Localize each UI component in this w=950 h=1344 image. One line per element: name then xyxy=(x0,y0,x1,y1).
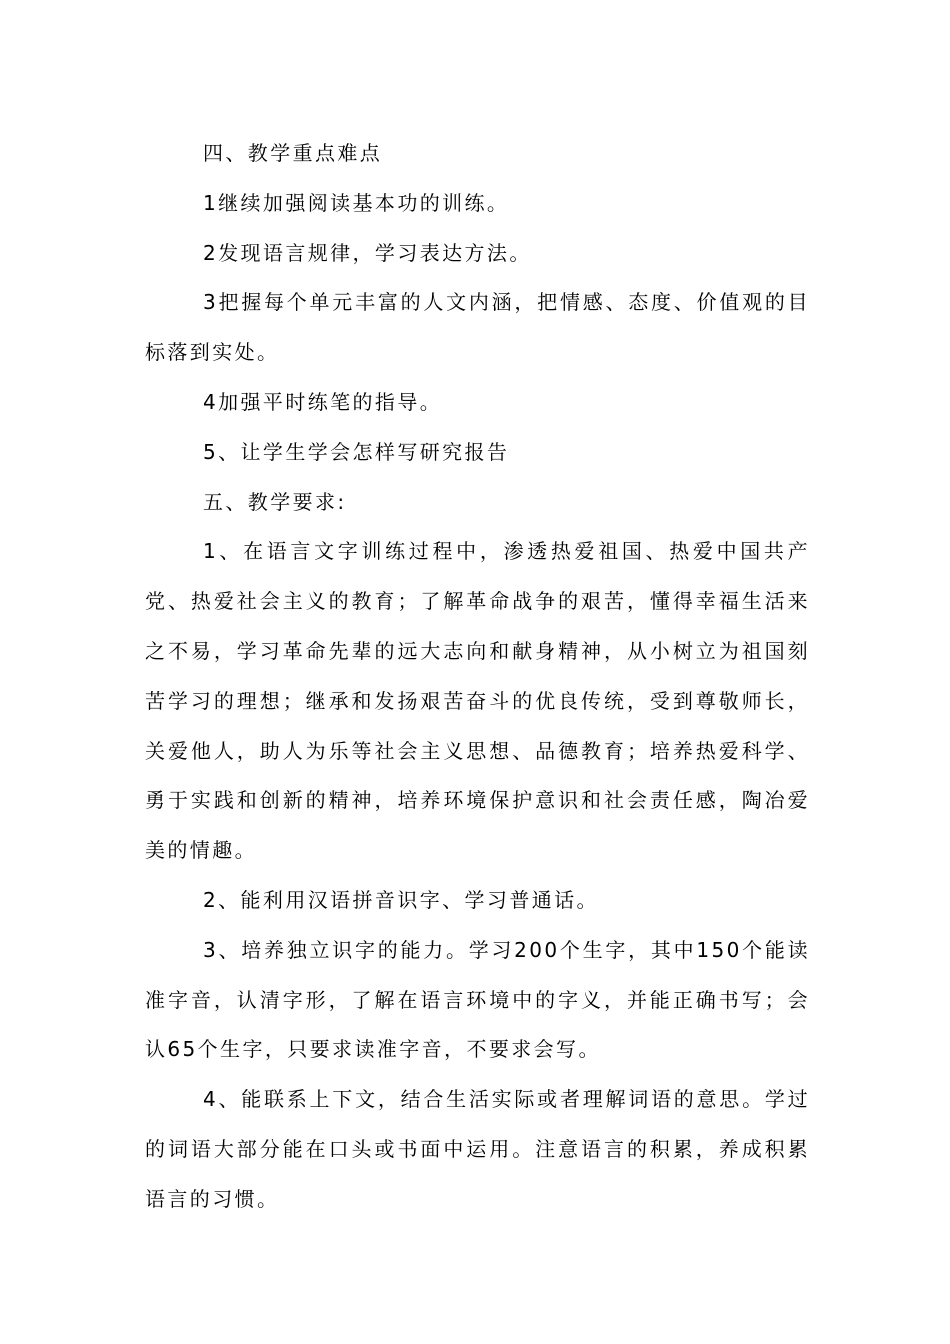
focus-item-5: 5、让学生学会怎样写研究报告 xyxy=(203,439,510,464)
focus-item-3: 3把握每个单元丰富的人文内涵，把情感、态度、价值观的目标落到实处。 xyxy=(145,290,810,365)
section-heading-teaching-requirements: 五、教学要求: xyxy=(203,489,347,514)
focus-item-2: 2发现语言规律，学习表达方法。 xyxy=(203,240,532,265)
requirement-item-1: 1、在语言文字训练过程中，渗透热爱祖国、热爱中国共产党、热爱社会主义的教育；了解革命战争的艰苦，懂得幸福生活来之不易，学习革命先辈的远大志向和献身精神，从小树立为祖国刻苦学习的理想；继承和发扬艰苦奋斗的优良传统，受到尊敬师长，关爱他人，助人为乐等社会主义思想、品德教育；培养热爱科学、勇于实践和创新的精神，培养环境保护意识和社会责任感，陶冶爱美的情趣。 xyxy=(145,539,810,863)
section-heading-teaching-focus: 四、教学重点难点 xyxy=(203,141,383,165)
requirement-item-4: 4、能联系上下文，结合生活实际或者理解词语的意思。学过的词语大部分能在口头或书面中运用。注意语言的积累，养成积累语言的习惯。 xyxy=(145,1087,810,1211)
requirement-item-2: 2、能利用汉语拼音识字、学习普通话。 xyxy=(203,887,599,912)
document-body xyxy=(145,129,810,1225)
focus-item-1: 1继续加强阅读基本功的训练。 xyxy=(203,190,510,215)
requirement-item-3: 3、培养独立识字的能力。学习200个生字，其中150个能读准字音，认清字形，了解在语言环境中的字义，并能正确书写；会认65个生字，只要求读准字音，不要求会写。 xyxy=(145,937,810,1062)
focus-item-4: 4加强平时练笔的指导。 xyxy=(203,389,443,414)
